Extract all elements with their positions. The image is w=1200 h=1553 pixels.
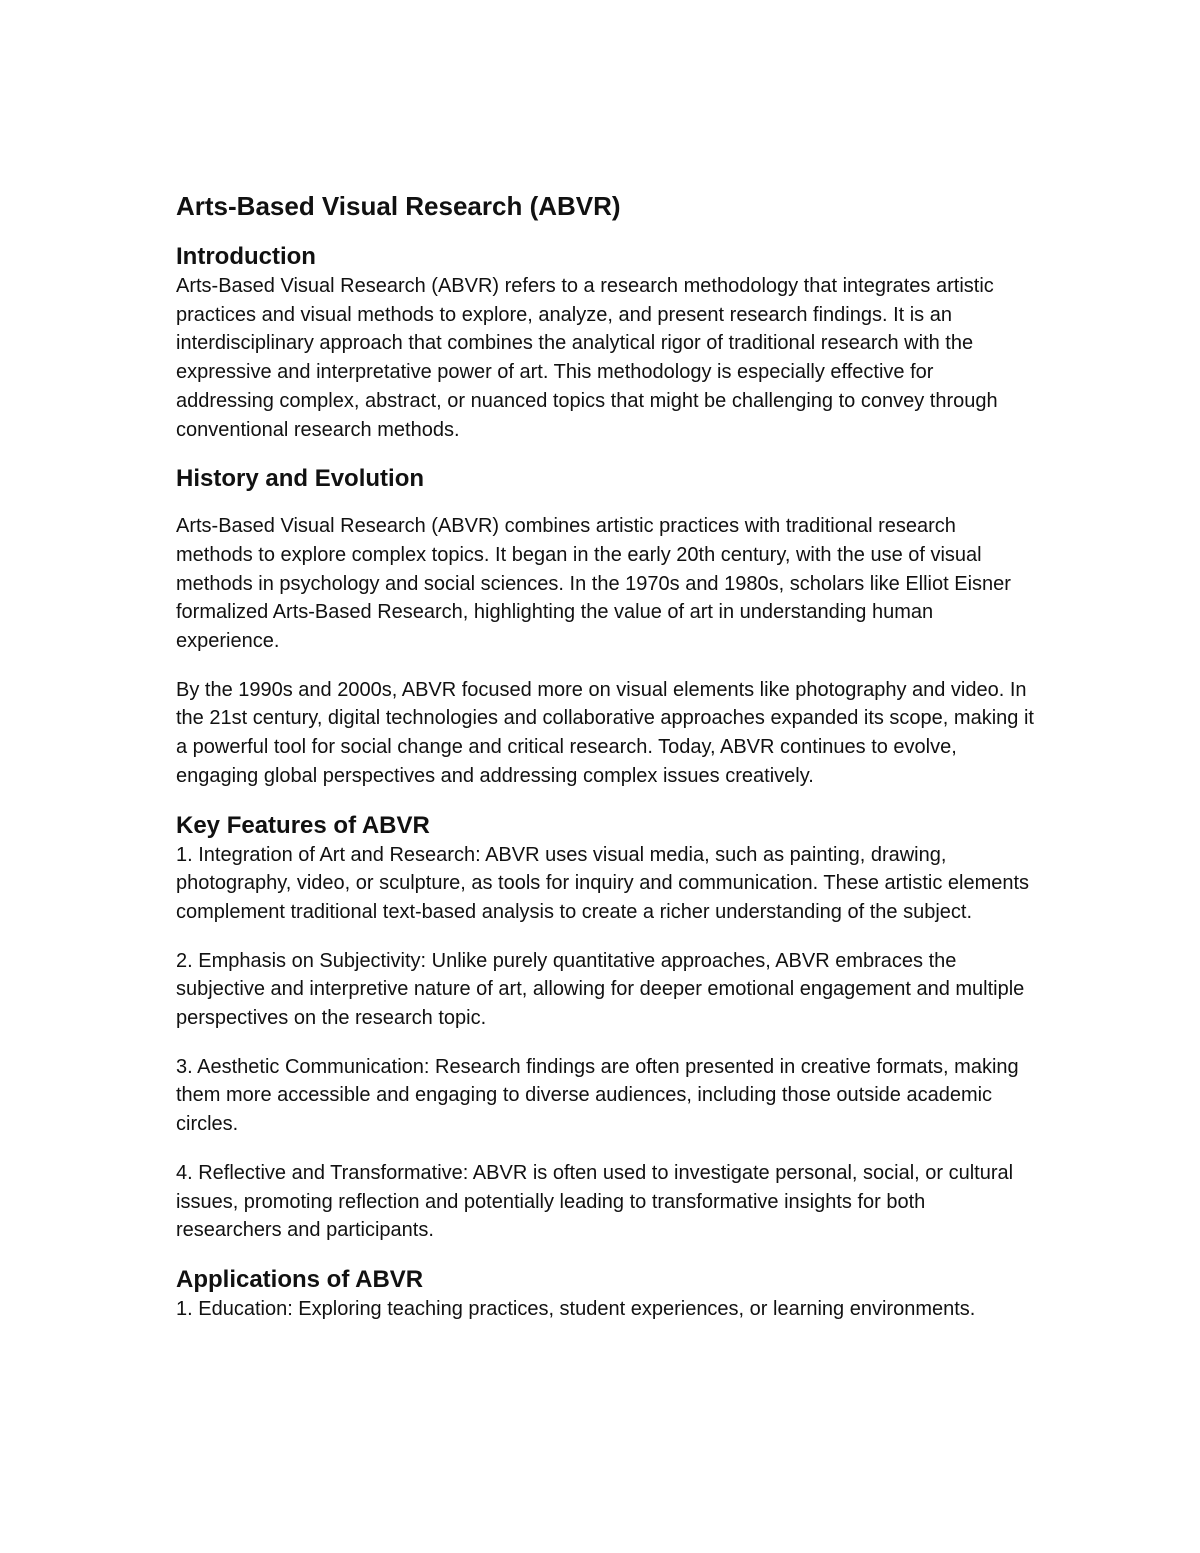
- document-title: Arts-Based Visual Research (ABVR): [176, 191, 621, 221]
- key-feature-item: 2. Emphasis on Subjectivity: Unlike purely quantitative approaches, ABVR embraces the subjective and interpretive nature of art, allowing for deeper emotional engagement and multiple perspectives on the research topic.: [176, 949, 1025, 1030]
- key-feature-item: 1. Integration of Art and Research: ABVR uses visual media, such as painting, drawing, photography, video, or sculpture, as tools for inquiry and communication. These artistic elements complement traditional text-based analysis to create a richer understanding of the subject.: [176, 843, 1030, 923]
- section-heading-introduction: Introduction: [176, 243, 316, 270]
- key-feature-item: 4. Reflective and Transformative: ABVR is often used to investigate personal, social, or cultural issues, promoting reflection and potentially leading to transformative insights for both researchers and participants.: [176, 1161, 1014, 1242]
- introduction-paragraph: Arts-Based Visual Research (ABVR) refers to a research methodology that integrates artistic practices and visual methods to explore, analyze, and present research findings. It is an interdisciplinary approach that combines the analytical rigor of traditional research with the expressive and interpretative power of art. This methodology is especially effective for addressing complex, abstract, or nuanced topics that might be challenging to convey through conventional research methods.: [176, 275, 998, 441]
- document-page: [176, 190, 1036, 1324]
- history-paragraph-1: Arts-Based Visual Research (ABVR) combines artistic practices with traditional research methods to explore complex topics. It began in the early 20th century, with the use of visual methods in psychology and social sciences. In the 1970s and 1980s, scholars like Elliot Eisner formalized Arts-Based Research, highlighting the value of art in understanding human experience.: [176, 515, 1011, 653]
- section-heading-key-features: Key Features of ABVR: [176, 811, 430, 839]
- history-paragraph-2: By the 1990s and 2000s, ABVR focused more on visual elements like photography and video. In the 21st century, digital technologies and collaborative approaches expanded its scope, making it a powerful tool for social change and critical research. Today, ABVR continues to evolve, engaging global perspectives and addressing complex issues creatively.: [176, 678, 1034, 787]
- application-item: 1. Education: Exploring teaching practices, student experiences, or learning environments.: [176, 1297, 976, 1320]
- section-heading-history: History and Evolution: [176, 465, 425, 493]
- key-feature-item: 3. Aesthetic Communication: Research findings are often presented in creative formats, making them more accessible and engaging to diverse audiences, including those outside academic circles.: [176, 1055, 1019, 1136]
- section-heading-applications: Applications of ABVR: [176, 1265, 424, 1293]
